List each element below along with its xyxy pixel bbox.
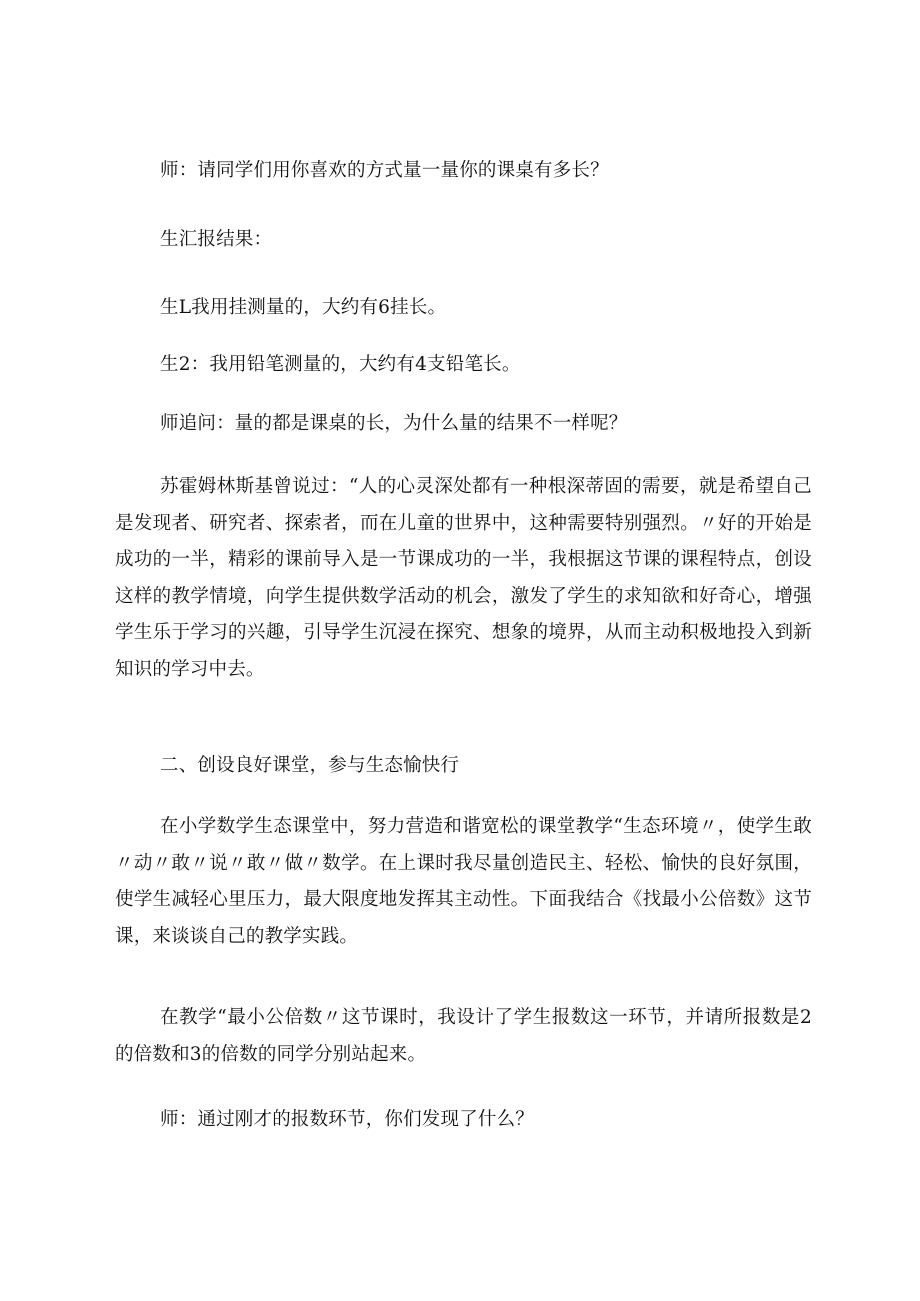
- paragraph-quote: 苏霍姆林斯基曾说过：“人的心灵深处都有一种根深蒂固的需要，就是希望自己是发现者、研究者、探索者，而在儿童的世界中，这种需要特别强烈。〃好的开始是成功的一半，精彩的课前导入是一节课成功的一半，我根据这节课的课程特点，创设这样的教学情境，向学生提供数学活动的机会，激发了学生的求知欲和好奇心，增强学生乐于学习的兴趣，引导学生沉浸在探究、想象的境界，从而主动积极地投入到新知识的学习中去。: [115, 476, 812, 680]
- paragraph-ecological-environment: 在小学数学生态课堂中，努力营造和谐宽松的课堂教学“生态环境〃，使学生敢〃动〃敢〃说〃敢〃做〃数学。在上课时我尽量创造民主、轻松、愉快的良好氛围，使学生减轻心里压力，最大限度地发挥其主动性。下面我结合《找最小公倍数》这节课，来谈谈自己的教学实践。: [115, 816, 812, 947]
- dialogue-teacher-followup: 师追问：量的都是课桌的长，为什么量的结果不一样呢？: [160, 413, 628, 434]
- dialogue-teacher-discovery: 师：通过刚才的报数环节，你们发现了什么？: [160, 1109, 535, 1130]
- section-heading-2: 二、创设良好课堂，参与生态愉快行: [160, 755, 460, 776]
- dialogue-student-1: 生L我用挂测量的，大约有6挂长。: [160, 297, 447, 318]
- dialogue-teacher-question: 师：请同学们用你喜欢的方式量一量你的课桌有多长？: [160, 160, 609, 181]
- dialogue-students-report: 生汇报结果：: [160, 229, 273, 250]
- paragraph-lcm-lesson: 在教学“最小公倍数〃这节课时，我设计了学生报数这一环节，并请所报数是2的倍数和3的倍数的同学分别站起来。: [115, 1007, 812, 1065]
- dialogue-student-2: 生2：我用铅笔测量的，大约有4支铅笔长。: [160, 354, 521, 375]
